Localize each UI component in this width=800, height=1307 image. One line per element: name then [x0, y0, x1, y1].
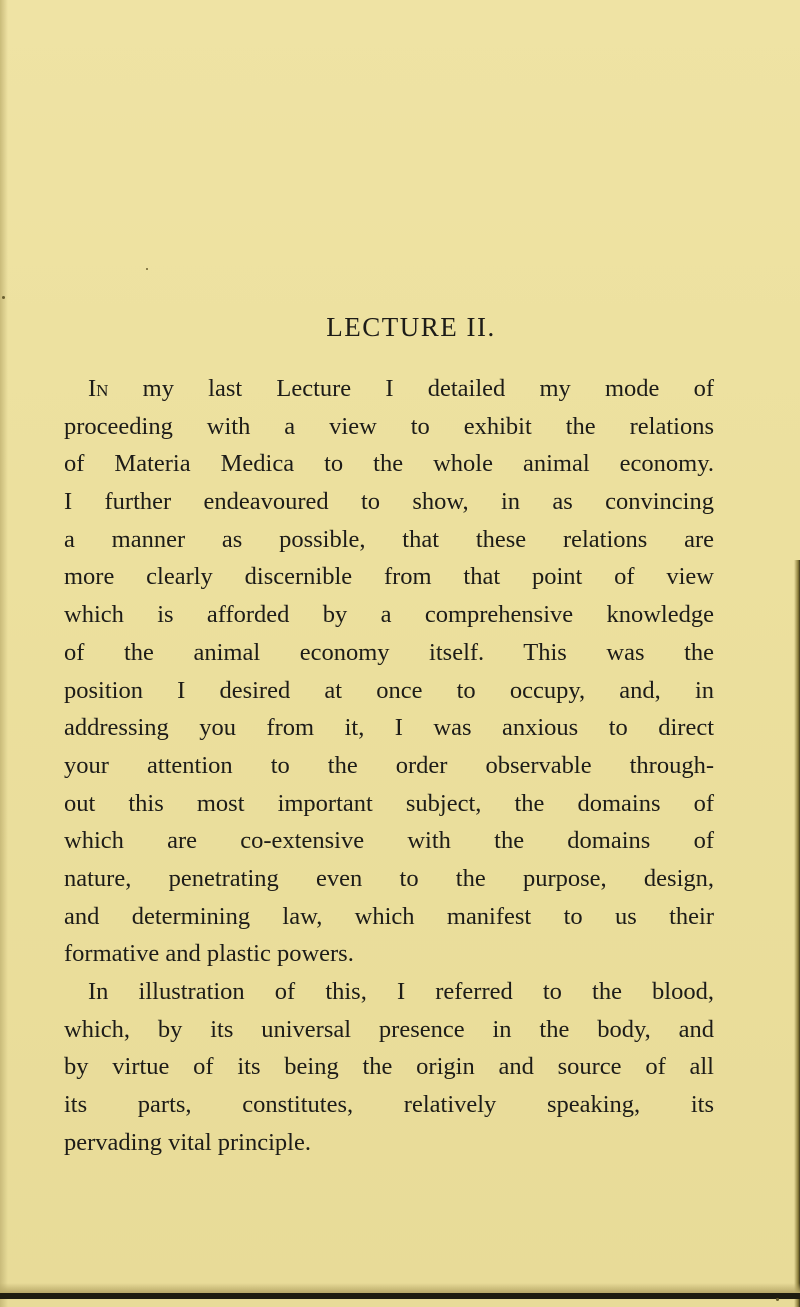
text-line: pervading vital principle.: [64, 1128, 311, 1156]
text-line: I further endeavoured to show, in as convincing: [64, 488, 714, 516]
lecture-heading: LECTURE II.: [326, 312, 496, 342]
text-line: and determining law, which manifest to us their: [64, 902, 714, 930]
text-line: In illustration of this, I referred to the blood,: [88, 978, 714, 1005]
bottom-rule: [0, 1293, 800, 1299]
page-speck: [146, 268, 148, 270]
text-line: which is afforded by a comprehensive knowledge: [64, 601, 714, 629]
text-line: a manner as possible, that these relations are: [64, 525, 714, 553]
text-line: [64, 370, 714, 408]
bottom-shadow: [0, 1283, 800, 1293]
page-edge-shadow: [794, 560, 800, 1307]
text-line: of the animal economy itself. This was the: [64, 638, 714, 666]
page-gutter-shadow: [0, 0, 8, 1307]
text-line: formative and plastic powers.: [64, 940, 354, 968]
text-line: position I desired at once to occupy, and, in: [64, 676, 714, 704]
text-line: your attention to the order observable through-: [64, 751, 714, 779]
text-line: by virtue of its being the origin and source of all: [64, 1053, 714, 1081]
text-line: addressing you from it, I was anxious to direct: [64, 714, 714, 742]
text-line: more clearly discernible from that point of view: [64, 563, 714, 591]
page-speck: [776, 1298, 779, 1301]
text-line: which are co-extensive with the domains of: [64, 827, 714, 855]
text-line: of Materia Medica to the whole animal economy.: [64, 450, 714, 478]
drop-word: In: [88, 375, 109, 402]
text-line: out this most important subject, the domains of: [64, 789, 714, 817]
text-line: nature, penetrating even to the purpose, design,: [64, 864, 714, 892]
text-line: proceeding with a view to exhibit the relations: [64, 412, 714, 440]
text-line: which, by its universal presence in the body, and: [64, 1015, 714, 1043]
lecture-body: [64, 370, 714, 1161]
text-line-content: my last Lecture I detailed my mode of: [108, 375, 714, 402]
page-speck: [2, 296, 5, 299]
text-line: its parts, constitutes, relatively speaking, its: [64, 1091, 714, 1119]
